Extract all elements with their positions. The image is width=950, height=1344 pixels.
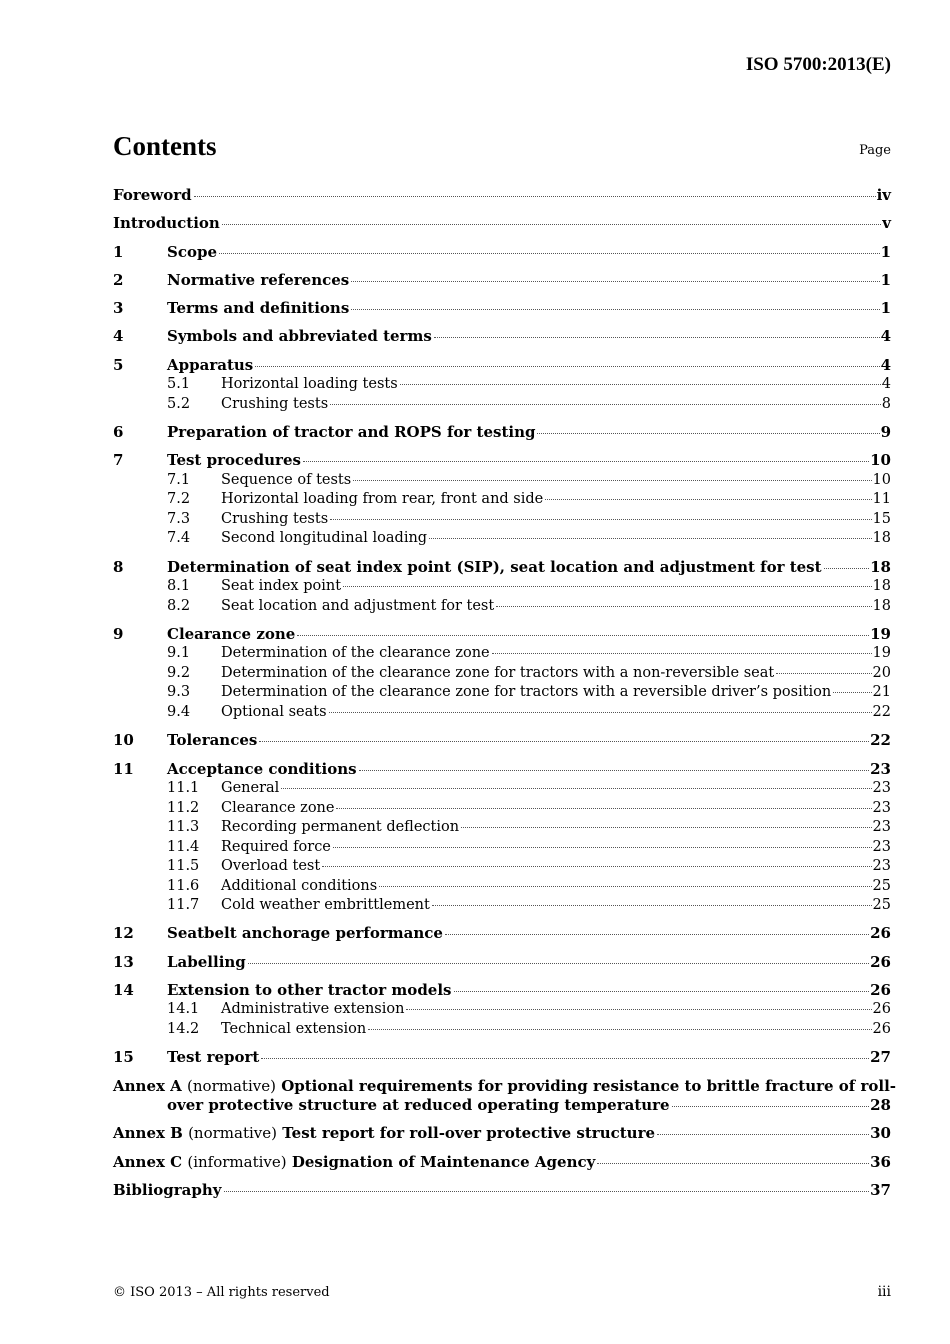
toc-entry-label[interactable]: Additional conditions — [221, 877, 378, 894]
toc-entry-page[interactable]: 23 — [870, 759, 891, 778]
toc-entry-page[interactable]: 1 — [880, 299, 891, 318]
annex-type: (informative) — [187, 1152, 287, 1171]
toc-entry-label[interactable]: Clearance zone — [167, 624, 296, 643]
toc-entry-page[interactable]: 19 — [872, 645, 891, 662]
dot-leader — [248, 962, 869, 964]
toc-entry-number: 9.4 — [167, 703, 191, 720]
toc-entry-page[interactable]: 22 — [870, 731, 891, 750]
toc-entry-number: 9 — [113, 624, 124, 643]
toc-entry-label[interactable]: Preparation of tractor and ROPS for testing — [167, 423, 536, 442]
dot-leader — [259, 740, 869, 742]
dot-leader — [222, 223, 881, 225]
toc-bibliography-entry[interactable] — [113, 1181, 891, 1201]
dot-leader — [336, 807, 871, 809]
annex-title[interactable]: Designation of Maintenance Agency — [291, 1152, 596, 1171]
toc-entry[interactable] — [113, 271, 891, 291]
toc-entry-label[interactable]: Introduction — [113, 214, 220, 233]
toc-entry[interactable] — [113, 1048, 891, 1068]
toc-entry-page[interactable]: 23 — [872, 799, 891, 816]
toc-entry[interactable] — [113, 356, 891, 376]
toc-entry-label[interactable]: Technical extension — [221, 1020, 367, 1037]
toc-entry[interactable] — [113, 577, 891, 597]
dot-leader — [303, 460, 869, 462]
dot-leader — [461, 826, 871, 828]
dot-leader — [379, 885, 871, 887]
toc-entry-label[interactable]: Terms and definitions — [167, 299, 350, 318]
toc-entry[interactable] — [113, 703, 891, 723]
toc-entry-label[interactable]: Seatbelt anchorage performance — [167, 924, 443, 943]
toc-entry-page[interactable]: 23 — [872, 838, 891, 855]
toc-entry-number: 9.1 — [167, 645, 191, 662]
toc-entry[interactable] — [113, 510, 891, 530]
dot-leader — [353, 479, 871, 481]
toc-entry-page[interactable]: 36 — [870, 1152, 891, 1171]
toc-entry-number: 14.1 — [167, 1001, 200, 1018]
toc-entry-page[interactable]: 26 — [870, 980, 891, 999]
toc-entry-label[interactable]: Test procedures — [167, 451, 301, 470]
toc-entry-page[interactable]: v — [882, 214, 891, 233]
toc-entry-number: 14 — [113, 980, 134, 999]
toc-entry[interactable] — [113, 818, 891, 838]
page-number: iii — [877, 1284, 891, 1300]
toc-entry-number: 15 — [113, 1048, 134, 1067]
toc-entry-page[interactable]: 26 — [870, 952, 891, 971]
dot-leader — [824, 567, 870, 569]
toc-entry-page[interactable]: 37 — [870, 1180, 891, 1199]
toc-entry-number: 9.2 — [167, 664, 191, 681]
toc-entry-label[interactable]: Horizontal loading tests — [221, 376, 398, 393]
dot-leader — [445, 933, 869, 935]
toc-entry[interactable] — [113, 896, 891, 916]
toc-entry-page[interactable]: 4 — [881, 376, 891, 393]
toc-entry-number: 14.2 — [167, 1020, 200, 1037]
toc-entry-label[interactable]: Test report — [167, 1048, 260, 1067]
dot-leader — [432, 904, 872, 906]
toc-entry-number: 11.1 — [167, 780, 200, 797]
toc-entry-page[interactable]: 1 — [880, 242, 891, 261]
toc-entry[interactable] — [113, 451, 891, 471]
toc-annex-entry[interactable] — [113, 1076, 896, 1116]
toc-entry-number: 11.5 — [167, 858, 200, 875]
dot-leader — [224, 1190, 870, 1192]
toc-entry-number: 2 — [113, 270, 124, 289]
toc-entry[interactable] — [113, 395, 891, 415]
toc-entry-label[interactable]: Administrative extension — [221, 1001, 405, 1018]
toc-entry-page[interactable]: 10 — [872, 471, 891, 488]
toc-entry-number: 5.1 — [167, 376, 191, 393]
annex-type: (normative) — [187, 1076, 276, 1095]
dot-leader — [597, 1162, 869, 1164]
toc-entry-label[interactable]: Clearance zone — [221, 799, 335, 816]
toc-entry[interactable] — [113, 243, 891, 263]
toc-entry[interactable] — [113, 471, 891, 491]
dot-leader — [194, 195, 876, 197]
dot-leader — [343, 585, 872, 587]
dot-leader — [434, 336, 880, 338]
standard-id: ISO 5700:2013(E) — [745, 54, 891, 75]
toc-entry-label[interactable]: Horizontal loading from rear, front and side — [221, 491, 544, 508]
dot-leader — [545, 498, 871, 500]
page-title: Contents — [113, 131, 217, 161]
toc-entry[interactable] — [113, 683, 891, 703]
toc-entry[interactable] — [113, 838, 891, 858]
annex-title[interactable]: Optional requirements for providing resistance to brittle fracture of roll- — [281, 1076, 896, 1095]
toc-entry-number: 7.3 — [167, 510, 191, 527]
toc-entry-label[interactable]: Crushing tests — [221, 395, 329, 412]
dot-leader — [359, 769, 870, 771]
toc-entry-label[interactable]: Second longitudinal loading — [221, 530, 428, 547]
dot-leader — [672, 1105, 870, 1107]
toc-entry[interactable] — [113, 1000, 891, 1020]
toc-annex-entry[interactable] — [113, 1153, 891, 1173]
toc-entry-page[interactable]: 18 — [872, 530, 891, 547]
dot-leader — [281, 787, 871, 789]
toc-entry-label[interactable]: Optional seats — [221, 703, 327, 720]
toc-entry[interactable] — [113, 731, 891, 751]
toc-entry[interactable] — [113, 981, 891, 1001]
toc-entry-number: 7.1 — [167, 471, 191, 488]
toc-entry-label[interactable]: Apparatus — [167, 355, 254, 374]
toc-entry-number: 11 — [113, 759, 134, 778]
toc-entry-page[interactable]: 18 — [870, 557, 891, 576]
toc-entry-label[interactable]: Cold weather embrittlement — [221, 897, 430, 914]
toc-entry-number: 7.2 — [167, 491, 191, 508]
toc-entry-label[interactable]: Seat location and adjustment for test — [221, 597, 495, 614]
dot-leader — [657, 1133, 869, 1135]
toc-entry-label[interactable]: Seat index point — [221, 578, 342, 595]
dot-leader — [429, 537, 871, 539]
toc-entry[interactable] — [113, 664, 891, 684]
toc-entry-number: 8 — [113, 557, 124, 576]
toc-entry-number: 11.4 — [167, 838, 200, 855]
toc-entry-page[interactable]: 25 — [872, 897, 891, 914]
toc-entry[interactable] — [113, 799, 891, 819]
toc-entry-label[interactable]: Bibliography — [113, 1180, 222, 1199]
dot-leader — [492, 652, 872, 654]
toc-entry-label[interactable]: Normative references — [167, 270, 350, 289]
toc-entry[interactable] — [113, 327, 891, 347]
toc-entry[interactable] — [113, 877, 891, 897]
toc-entry-number: 13 — [113, 952, 134, 971]
toc-entry-page[interactable]: 25 — [872, 877, 891, 894]
toc-entry[interactable] — [113, 644, 891, 664]
dot-leader — [833, 691, 871, 693]
toc-entry-page[interactable]: 18 — [872, 578, 891, 595]
toc-entry-label[interactable]: Recording permanent deflection — [221, 819, 460, 836]
toc-entry-number: 10 — [113, 731, 134, 750]
toc-entry-page[interactable]: 8 — [881, 395, 891, 412]
toc-entry-label[interactable]: Required force — [221, 838, 331, 855]
toc-entry-label[interactable]: Crushing tests — [221, 510, 329, 527]
copyright-notice: © ISO 2013 – All rights reserved — [113, 1285, 330, 1300]
dot-leader — [496, 605, 871, 607]
toc-entry-page[interactable]: 23 — [872, 780, 891, 797]
toc-entry[interactable] — [113, 299, 891, 319]
toc-entry[interactable] — [113, 953, 891, 973]
dot-leader — [400, 383, 881, 385]
toc-annex-line — [113, 1076, 896, 1097]
toc-annex-entry[interactable] — [113, 1124, 891, 1144]
toc-entry-number: 12 — [113, 924, 134, 943]
page-column-label: Page — [859, 143, 891, 158]
toc-entry-page[interactable]: 19 — [870, 624, 891, 643]
annex-title-continued[interactable]: over protective structure at reduced operating temperature — [167, 1096, 670, 1115]
toc-entry[interactable] — [113, 375, 891, 395]
toc-entry-number: 11.3 — [167, 819, 200, 836]
toc-entry-page[interactable]: 21 — [872, 684, 891, 701]
toc-entry-page[interactable]: 4 — [880, 327, 891, 346]
toc-entry-page[interactable]: 9 — [880, 423, 891, 442]
toc-entry-label[interactable]: Sequence of tests — [221, 471, 352, 488]
toc-entry-page[interactable]: 26 — [872, 1020, 891, 1037]
annex-type: (normative) — [188, 1124, 277, 1143]
toc-entry-label[interactable]: General — [221, 780, 280, 797]
toc-entry-label[interactable]: Extension to other tractor models — [167, 980, 452, 999]
toc-entry-number: 5 — [113, 355, 124, 374]
toc-entry-number: 1 — [113, 242, 124, 261]
dot-leader — [776, 672, 871, 674]
toc-entry-number: 3 — [113, 299, 124, 318]
dot-leader — [329, 711, 872, 713]
toc-entry-label[interactable]: Scope — [167, 242, 218, 261]
dot-leader — [330, 518, 871, 520]
dot-leader — [219, 252, 880, 254]
dot-leader — [255, 365, 879, 367]
toc-entry-number: 7 — [113, 451, 124, 470]
toc-entry-page[interactable]: 18 — [872, 597, 891, 614]
toc-entry-number: 11.2 — [167, 799, 200, 816]
toc-entry-label[interactable]: Determination of seat index point (SIP), seat location and adjustment for test — [167, 557, 822, 576]
toc-entry[interactable] — [113, 625, 891, 645]
toc-entry[interactable] — [113, 186, 891, 206]
annex-id[interactable]: Annex A — [113, 1076, 182, 1095]
toc-entry[interactable] — [113, 214, 891, 234]
toc-entry[interactable] — [113, 857, 891, 877]
toc-entry[interactable] — [113, 760, 891, 780]
toc-entry[interactable] — [113, 529, 891, 549]
toc-entry[interactable] — [113, 1020, 891, 1040]
toc-entry[interactable] — [113, 597, 891, 617]
toc-entry-number: 4 — [113, 327, 124, 346]
toc-annex-label — [113, 1124, 655, 1144]
toc-entry-page[interactable]: 11 — [872, 491, 891, 508]
toc-entry-label[interactable]: Overload test — [221, 858, 321, 875]
toc-entry-page[interactable]: 22 — [872, 703, 891, 720]
annex-title[interactable]: Test report for roll-over protective structure — [282, 1124, 656, 1143]
dot-leader — [333, 846, 872, 848]
toc-entry-number: 5.2 — [167, 395, 191, 412]
annex-id[interactable]: Annex C — [113, 1152, 183, 1171]
toc-entry-number: 11.6 — [167, 877, 200, 894]
toc-entry[interactable] — [113, 558, 891, 578]
toc-entry-page[interactable]: 28 — [870, 1096, 891, 1115]
toc-entry[interactable] — [113, 423, 891, 443]
dot-leader — [322, 865, 871, 867]
toc-entry-number: 8.1 — [167, 578, 191, 595]
toc-entry-number: 6 — [113, 423, 124, 442]
toc-entry-label[interactable]: Determination of the clearance zone for tractors with a reversible driver’s position — [221, 684, 832, 701]
toc-entry-label[interactable]: Determination of the clearance zone for tractors with a non-reversible seat — [221, 664, 775, 681]
toc-entry-page[interactable]: 20 — [872, 664, 891, 681]
toc-entry-page[interactable]: 1 — [880, 270, 891, 289]
dot-leader — [297, 634, 869, 636]
dot-leader — [368, 1028, 871, 1030]
toc-entry-page[interactable]: 23 — [872, 858, 891, 875]
toc-entry[interactable] — [113, 779, 891, 799]
toc-entry-page[interactable]: 26 — [872, 1001, 891, 1018]
toc-entry-label[interactable]: Determination of the clearance zone — [221, 645, 490, 662]
toc-entry-page[interactable]: iv — [876, 186, 891, 204]
toc-entry-page[interactable]: 23 — [872, 819, 891, 836]
toc-entry-page[interactable]: 27 — [870, 1048, 891, 1067]
toc-entry-page[interactable]: 26 — [870, 924, 891, 943]
toc-entry-page[interactable]: 15 — [872, 510, 891, 527]
toc-entry-label[interactable]: Labelling — [167, 952, 246, 971]
toc-entry[interactable] — [113, 924, 891, 944]
toc-entry-label[interactable]: Acceptance conditions — [167, 759, 357, 778]
toc-annex-label — [113, 1153, 595, 1173]
dot-leader — [406, 1008, 871, 1010]
toc-annex-line — [113, 1096, 891, 1116]
toc-entry-number: 7.4 — [167, 530, 191, 547]
annex-id[interactable]: Annex B — [113, 1124, 183, 1143]
toc-entry-number: 11.7 — [167, 897, 200, 914]
toc-entry-number: 9.3 — [167, 684, 191, 701]
dot-leader — [261, 1057, 869, 1059]
toc-entry-label[interactable]: Symbols and abbreviated terms — [167, 327, 432, 346]
toc-entry-page[interactable]: 30 — [870, 1124, 891, 1143]
toc-entry-label[interactable]: Foreword — [113, 186, 192, 204]
toc-entry[interactable] — [113, 490, 891, 510]
toc-entry-page[interactable]: 4 — [880, 355, 891, 374]
toc-entry-page[interactable]: 10 — [870, 451, 891, 470]
table-of-contents — [113, 186, 896, 1200]
dot-leader — [537, 432, 879, 434]
dot-leader — [351, 280, 879, 282]
toc-entry-number: 8.2 — [167, 597, 191, 614]
dot-leader — [351, 308, 879, 310]
dot-leader — [454, 990, 870, 992]
toc-entry-label[interactable]: Tolerances — [167, 731, 258, 750]
dot-leader — [330, 403, 881, 405]
